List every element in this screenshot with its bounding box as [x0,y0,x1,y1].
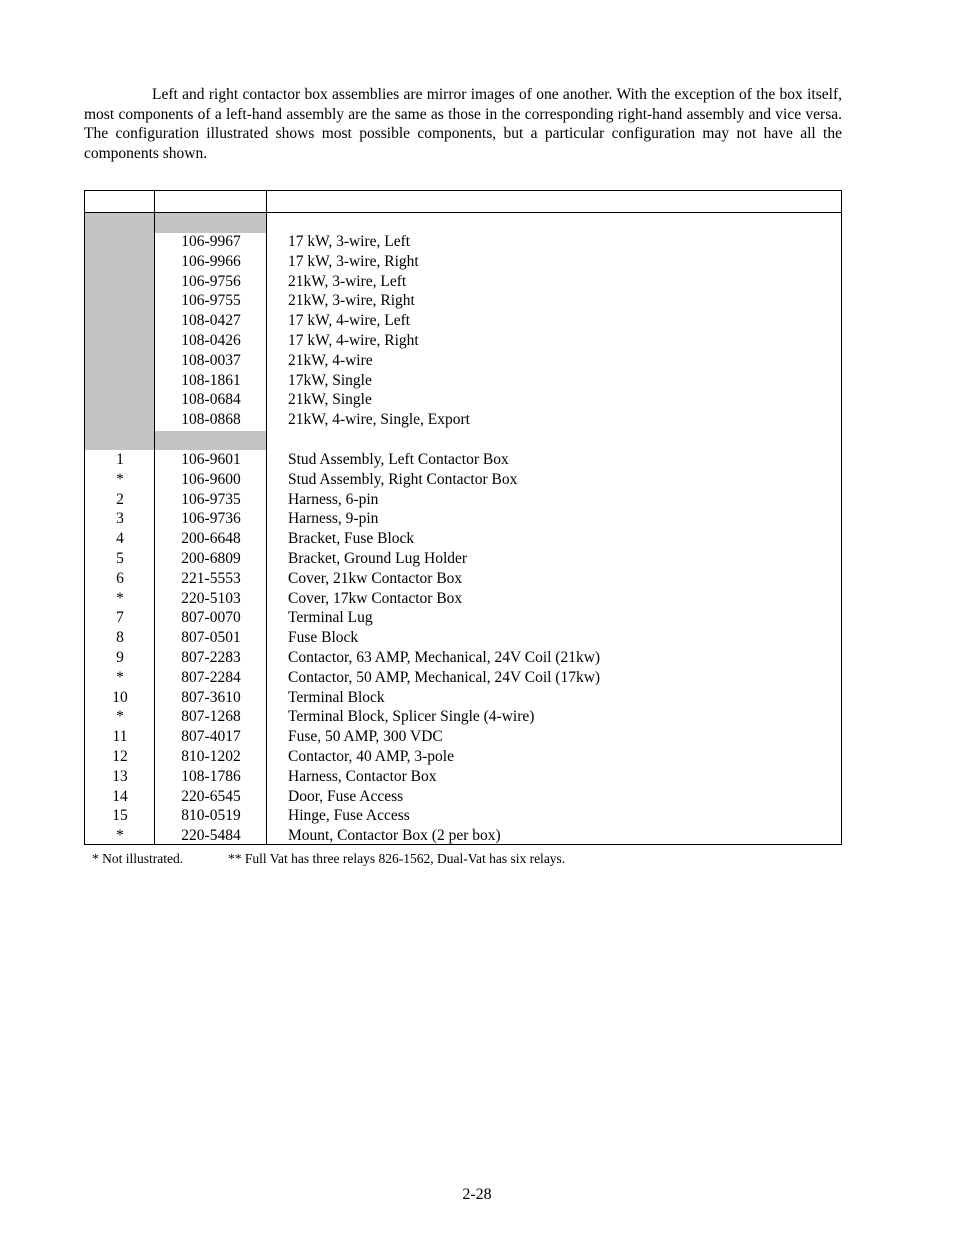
part-number: 106-9736 [181,510,241,528]
part-description: Fuse Block [288,629,359,647]
part-description: Cover, 21kw Contactor Box [288,569,463,587]
table-row [85,529,841,549]
part-description: Harness, Contactor Box [288,767,437,785]
item-number: * [116,589,124,607]
part-description: 17 kW, 3-wire, Left [288,233,411,250]
part-description: Harness, 6-pin [288,490,379,508]
part-description: Hinge, Fuse Access [288,807,410,825]
page-number: 2-28 [462,1186,492,1203]
item-number: * [116,470,124,488]
part-number: 807-1268 [181,708,241,726]
footnote-relays: ** Full Vat has three relays 826-1562, Dual-Vat has six relays. [228,851,566,866]
table-row [85,390,841,410]
part-description: 17kW, Single [288,371,372,389]
item-number: 7 [116,609,124,627]
part-number: 108-0868 [181,411,241,429]
part-description: 21kW, 4-wire [288,351,373,369]
table-row [85,628,841,648]
part-number: 220-5103 [181,589,241,607]
item-number: 2 [116,490,124,508]
table-row [85,450,841,470]
part-number: 807-3610 [181,688,241,706]
table-row [85,410,841,430]
table-row [85,747,841,767]
part-number: 807-0501 [181,629,241,647]
part-number: 108-0037 [181,351,241,369]
part-description: Contactor, 40 AMP, 3-pole [288,748,454,765]
table-row [85,707,841,727]
table-row [85,351,841,371]
part-description: Bracket, Ground Lug Holder [288,550,468,567]
table-row [85,668,841,688]
part-number: 106-9967 [181,233,241,250]
part-description: Cover, 17kw Contactor Box [288,589,463,607]
table-row [85,232,841,252]
table-row [85,371,841,391]
part-description: Door, Fuse Access [288,787,404,805]
item-number: 11 [112,728,128,746]
part-number: 807-0070 [181,609,241,627]
footnote-not-illustrated: * Not illustrated. [92,851,184,866]
part-description: 17 kW, 4-wire, Left [288,312,411,330]
table-row [85,490,841,510]
item-number: 1 [116,451,124,468]
part-number: 106-9756 [181,272,241,290]
item-number: 9 [116,649,124,666]
table-row [85,589,841,609]
part-number: 108-0684 [181,391,241,409]
item-number: 15 [112,807,128,825]
part-number: 106-9600 [181,470,241,488]
part-description: Harness, 9-pin [288,510,379,528]
table-row [85,787,841,807]
item-number: 8 [116,629,124,647]
part-number: 106-9966 [181,252,241,270]
part-description: Stud Assembly, Left Contactor Box [288,451,509,468]
item-number: 5 [116,550,124,567]
item-number: 10 [112,688,128,706]
shaded-subheader [155,213,266,233]
parts-table [84,190,842,845]
part-description: Stud Assembly, Right Contactor Box [288,470,518,488]
part-description: 21kW, 3-wire, Right [288,292,415,310]
part-number: 807-2284 [181,668,241,686]
part-number: 810-0519 [181,807,241,825]
item-number: * [116,668,124,686]
item-number: 14 [112,787,128,805]
part-number: 200-6809 [181,550,241,567]
part-number: 108-1786 [181,767,241,785]
table-row [85,509,841,529]
part-description: Terminal Block, Splicer Single (4-wire) [288,708,535,726]
part-number: 106-9735 [181,490,241,508]
part-description: Contactor, 63 AMP, Mechanical, 24V Coil (21kw) [288,649,601,666]
part-number: 220-6545 [181,787,241,805]
table-row [85,569,841,589]
part-description: 21kW, 3-wire, Left [288,272,407,290]
part-description: Terminal Lug [288,609,373,627]
table-row [85,311,841,331]
part-number: 108-0427 [181,312,241,330]
part-description: 17 kW, 4-wire, Right [288,332,419,349]
part-number: 106-9755 [181,292,241,310]
table-row [85,549,841,569]
table-row [85,291,841,311]
table-row [85,331,841,351]
item-number: 12 [112,748,128,765]
item-number: * [116,708,124,726]
part-description: 17 kW, 3-wire, Right [288,252,419,270]
table-row [85,252,841,272]
part-number: 807-4017 [181,728,241,746]
table-row [85,470,841,490]
item-number: 13 [112,767,128,785]
table-row [85,688,841,708]
table-row [85,648,841,668]
part-description: Contactor, 50 AMP, Mechanical, 24V Coil (17kw) [288,668,601,686]
shaded-subheader [155,431,266,450]
table-row [85,727,841,747]
part-description: 21kW, 4-wire, Single, Export [288,411,470,429]
item-number: * [116,827,124,845]
part-number: 108-1861 [181,371,241,389]
part-number: 807-2283 [181,649,241,666]
part-description: 21kW, Single [288,391,372,409]
table-row [85,272,841,292]
part-number: 221-5553 [181,569,241,587]
part-number: 200-6648 [181,530,241,548]
table-row [85,767,841,787]
intro-paragraph [84,85,842,163]
table-row [85,608,841,628]
part-description: Bracket, Fuse Block [288,530,415,548]
part-number: 810-1202 [181,748,241,765]
part-description: Mount, Contactor Box (2 per box) [288,827,501,845]
part-description: Fuse, 50 AMP, 300 VDC [288,728,443,746]
item-number: 6 [116,569,124,587]
table-row [85,806,841,826]
table-row [85,826,841,846]
intro-text: Left and right contactor box assemblies are mirror images of one another. With the exception of the box itself, most components of a left-hand assembly are the same as those in the corresponding right-hand assembly and vice versa. The configuration illustrated shows most possible components, but a particular configuration may not have all the components shown. [84,86,842,162]
item-number: 4 [116,530,124,548]
part-description: Terminal Block [288,688,385,706]
part-number: 220-5484 [181,827,241,845]
part-number: 108-0426 [181,332,241,349]
part-number: 106-9601 [181,451,241,468]
item-number: 3 [116,510,124,528]
